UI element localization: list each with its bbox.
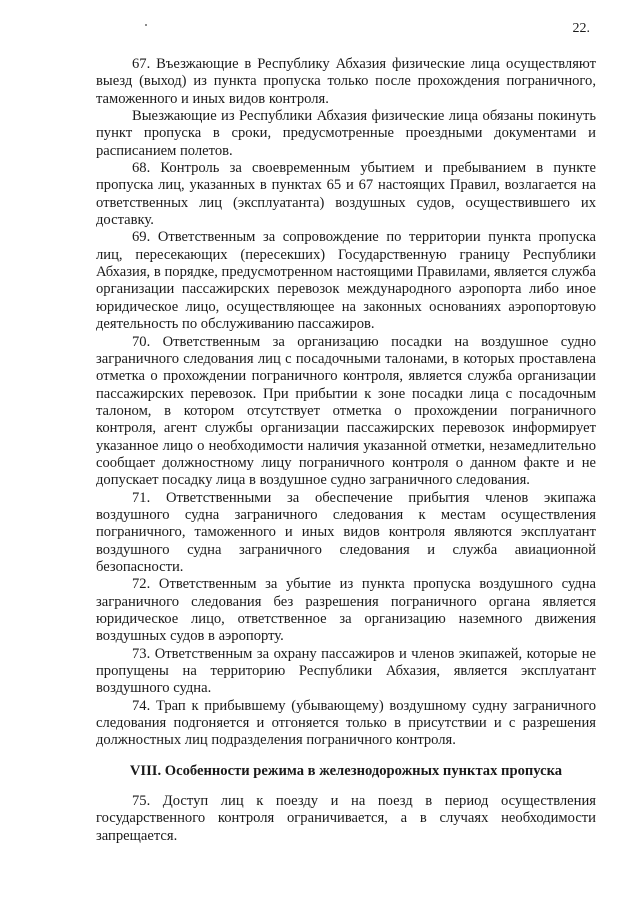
paragraph-67: 67. Въезжающие в Республику Абхазия физические лица осуществляют выезд (выход) из пункта пропуска только после прохождения пограничного, таможенного и иных видов контроля.	[96, 56, 596, 107]
paragraph-74: 74. Трап к прибывшему (убывающему) воздушному судну заграничного следования подгоняется и отгоняется только в присутствии и с разрешения должностных лиц подразделения пограничного контроля.	[96, 697, 596, 749]
page-number: 22.	[572, 21, 590, 36]
paragraph-68: 68. Контроль за своевременным убытием и пребыванием в пункте пропуска лиц, указанных в пунктах 65 и 67 настоящих Правил, возлагается на ответственных лиц (эксплуатанта) воздушных судов, осуществившего их доставку.	[96, 160, 596, 229]
spacer	[96, 780, 596, 793]
section-heading: VIII. Особенности режима в железнодорожных пунктах пропуска	[129, 762, 563, 779]
spacer	[96, 750, 596, 763]
paragraph-67-departing: Выезжающие из Республики Абхазия физические лица обязаны покинуть пункт пропуска в сроки, предусмотренные проездными документами и расписанием полетов.	[96, 108, 596, 159]
paragraph-75: 75. Доступ лиц к поезду и на поезд в период осуществления государственного контроля ограничивается, а в случаях необходимости запрещается.	[96, 793, 596, 844]
paragraph-72: 72. Ответственным за убытие из пункта пропуска воздушного судна заграничного следования без разрешения пограничного органа является юридическое лицо, ответственное за организацию наземного движения воздушных судов в аэропорту.	[96, 576, 596, 645]
paragraph-69: 69. Ответственным за сопровождение по территории пункта пропуска лиц, пересекающих (пересекших) Государственную границу Республики Абхазия, в порядке, предусмотренном настоящими Правилами, является служба организации пассажирских перевозок международного аэропорта либо иное юридическое лицо, осуществляющее на законных основаниях аэропортовую деятельность по обслуживанию пассажиров.	[96, 229, 596, 333]
scan-speck	[145, 24, 147, 26]
paragraph-70: 70. Ответственным за организацию посадки на воздушное судно заграничного следования лиц с посадочными талонами, в которых проставлена отметка о прохождении пограничного контроля, является служба организации пассажирских перевозок. При прибытии к зоне посадки лица с посадочным талоном, в котором отсутствует отметка о прохождении пограничного контроля, агент службы организации пассажирских перевозок информирует указанное лицо о необходимости наличия указанной отметки, незамедлительно сообщает должностному лицу пограничного контроля о данном факте и не допускает посадку лица в воздушное судно заграничного следования.	[96, 333, 596, 489]
document-body	[96, 56, 596, 845]
paragraph-71: 71. Ответственными за обеспечение прибытия членов экипажа воздушного судна заграничного следования к местам осуществления пограничного, таможенного и иных видов контроля являются эксплуатант воздушного судна заграничного следования и служба авиационной безопасности.	[96, 489, 596, 575]
paragraph-73: 73. Ответственным за охрану пассажиров и членов экипажей, которые не пропущены на территорию Республики Абхазия, является эксплуатант воздушного судна.	[96, 645, 596, 697]
